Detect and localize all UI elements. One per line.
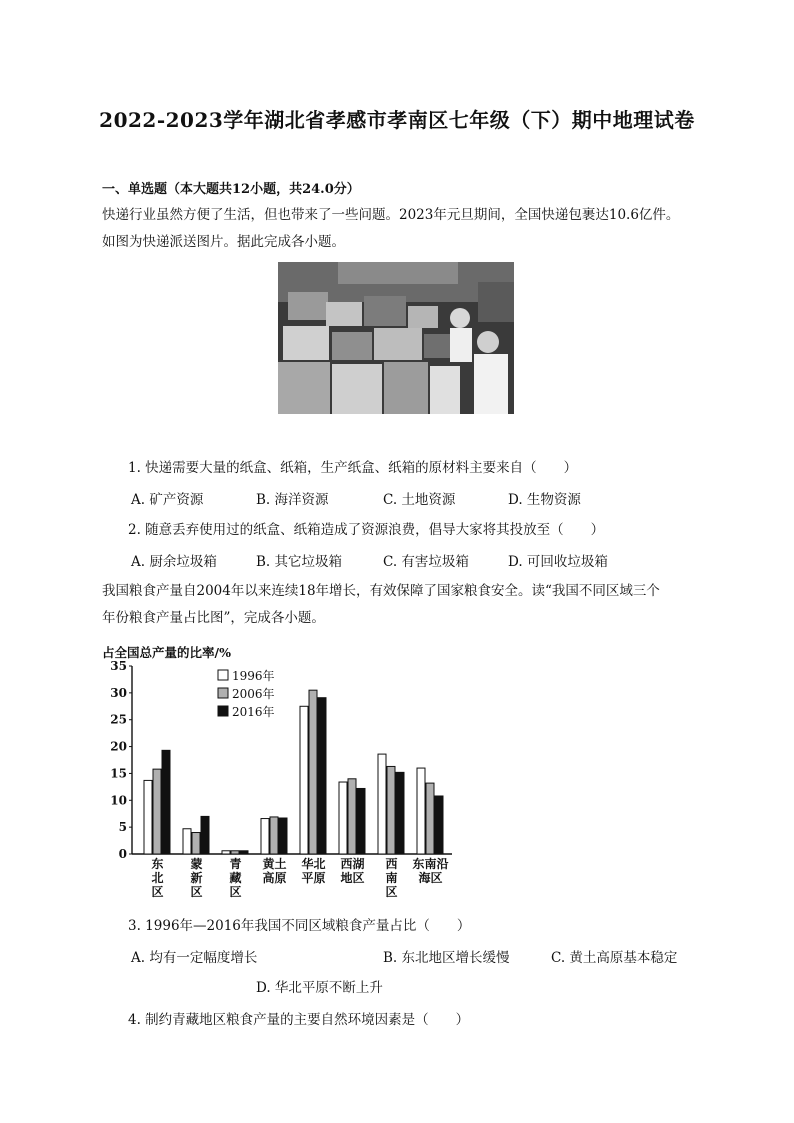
bar-2016年-4 [318, 698, 326, 854]
x-category-label: 黄土 [262, 857, 287, 871]
bar-1996年-2 [222, 851, 230, 854]
q3-option-a: A. 均有一定幅度增长 [131, 950, 258, 966]
question-4: 4. 制约青藏地区粮食产量的主要自然环境因素是（ ） [128, 1012, 470, 1028]
legend-swatch [218, 688, 228, 698]
y-tick-label: 0 [118, 847, 127, 861]
chart-title: 占全国总产量的比率/% [102, 645, 231, 660]
courier-photo-image [278, 262, 514, 414]
x-category-label: 新 [190, 871, 203, 885]
bar-2016年-2 [240, 851, 248, 854]
x-category-label: 地区 [340, 871, 365, 885]
legend-swatch [218, 670, 228, 680]
page-title: 2022-2023学年湖北省孝感市孝南区七年级（下）期中地理试卷 [99, 108, 695, 132]
bar-2006年-2 [231, 851, 239, 854]
bar-1996年-5 [339, 782, 347, 854]
q2-option-a: A. 厨余垃圾箱 [131, 554, 217, 570]
bar-2006年-4 [309, 690, 317, 854]
legend-label: 2006年 [232, 687, 275, 701]
bar-2016年-1 [201, 816, 209, 854]
intro-line: 快递行业虽然方便了生活，但也带来了一些问题。2023年元旦期间，全国快递包裹达10.6亿件。 [102, 207, 680, 223]
x-category-label: 南 [385, 871, 398, 885]
y-tick-label: 20 [110, 739, 127, 754]
q2-option-d: D. 可回收垃圾箱 [508, 554, 608, 570]
grain-output-chart [100, 640, 460, 900]
bar-2016年-6 [396, 772, 404, 854]
intro-line: 如图为快递派送图片。据此完成各小题。 [102, 234, 345, 250]
x-category-label: 青 [229, 857, 242, 871]
chart-svg [100, 640, 460, 900]
x-category-label: 蒙 [190, 857, 203, 871]
bar-1996年-0 [144, 780, 152, 854]
x-category-label: 高原 [262, 871, 287, 885]
q3-option-c: C. 黄土高原基本稳定 [551, 950, 678, 966]
bar-2016年-7 [435, 796, 443, 854]
intro-paragraph-1 [102, 202, 702, 256]
x-category-label: 西 [385, 857, 398, 871]
question-1: 1. 快递需要大量的纸盒、纸箱，生产纸盒、纸箱的原材料主要来自（ ） [128, 460, 578, 476]
intro-line: 我国粮食产量自2004年以来连续18年增长，有效保障了国家粮食安全。读“我国不同区域三个 [102, 583, 660, 599]
question-2: 2. 随意丢弃使用过的纸盒、纸箱造成了资源浪费，倡导大家将其投放至（ ） [128, 522, 605, 538]
x-category-label: 区 [229, 885, 242, 899]
legend-label: 2016年 [232, 705, 275, 719]
intro-line: 年份粮食产量占比图”，完成各小题。 [102, 610, 325, 626]
q3-option-b: B. 东北地区增长缓慢 [383, 950, 510, 966]
bar-1996年-7 [417, 768, 425, 854]
legend-swatch [218, 706, 228, 716]
y-tick-label: 5 [118, 820, 127, 835]
y-tick-label: 25 [110, 712, 127, 727]
q1-option-b: B. 海洋资源 [256, 492, 329, 508]
x-category-label: 区 [151, 885, 164, 899]
x-category-label: 华北 [301, 857, 326, 871]
y-tick-label: 15 [110, 766, 127, 781]
x-category-label: 海区 [418, 871, 443, 885]
y-tick-label: 10 [110, 793, 127, 808]
x-category-label: 平原 [301, 871, 326, 885]
bar-1996年-1 [183, 829, 191, 854]
section-heading: 一、单选题（本大题共12小题，共24.0分） [102, 182, 360, 197]
bar-2016年-3 [279, 818, 287, 854]
y-tick-label: 35 [110, 659, 127, 673]
bar-1996年-4 [300, 706, 308, 854]
courier-photo [278, 262, 514, 414]
bar-2016年-5 [357, 788, 365, 854]
bar-2006年-0 [153, 769, 161, 854]
bar-2006年-1 [192, 833, 200, 854]
bar-2006年-7 [426, 783, 434, 854]
bar-2016年-0 [162, 750, 170, 854]
q2-option-c: C. 有害垃圾箱 [383, 554, 469, 570]
q3-option-d: D. 华北平原不断上升 [256, 980, 383, 996]
q1-option-c: C. 土地资源 [383, 492, 456, 508]
bar-1996年-6 [378, 754, 386, 854]
intro-paragraph-2 [102, 578, 702, 632]
x-category-label: 北 [151, 871, 164, 885]
x-category-label: 藏 [229, 871, 242, 885]
x-category-label: 区 [385, 885, 398, 899]
q1-option-d: D. 生物资源 [508, 492, 581, 508]
x-category-label: 东 [151, 857, 164, 871]
q2-option-b: B. 其它垃圾箱 [256, 554, 343, 570]
bar-2006年-5 [348, 779, 356, 854]
question-3: 3. 1996年—2016年我国不同区域粮食产量占比（ ） [128, 918, 471, 934]
bar-2006年-3 [270, 817, 278, 854]
q1-option-a: A. 矿产资源 [131, 492, 204, 508]
bar-1996年-3 [261, 819, 269, 854]
x-category-label: 区 [190, 885, 203, 899]
x-category-label: 西湖 [340, 857, 365, 871]
y-tick-label: 30 [110, 685, 127, 700]
bar-2006年-6 [387, 766, 395, 854]
legend-label: 1996年 [232, 669, 275, 683]
x-category-label: 东南沿 [412, 857, 449, 871]
